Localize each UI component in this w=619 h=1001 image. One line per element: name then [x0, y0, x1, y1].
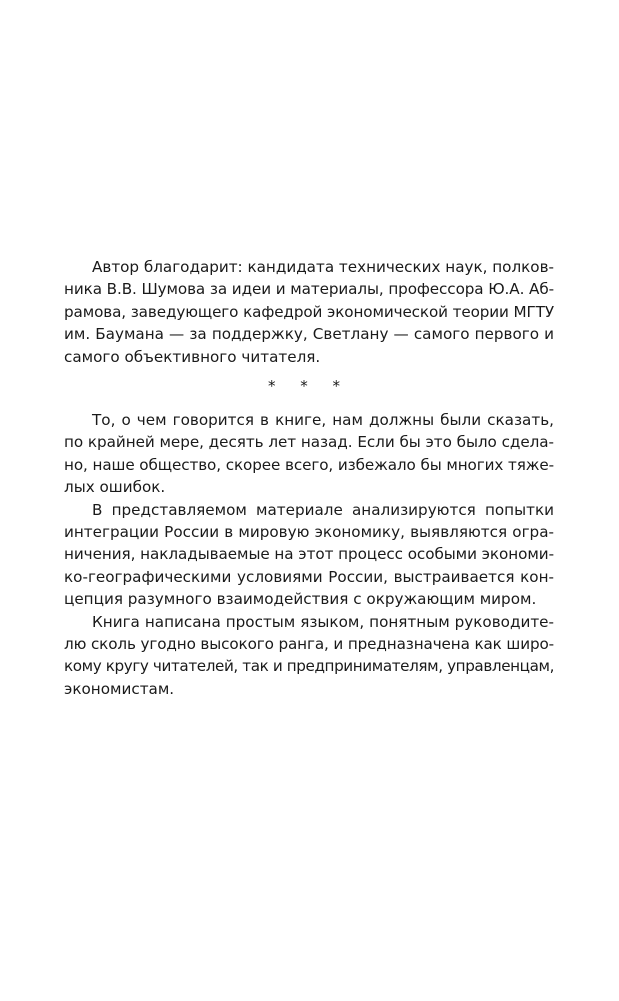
text-line: экономистам.	[64, 679, 175, 698]
text-line: по крайней мере, десять лет назад. Если бы это было сдела-	[64, 433, 554, 452]
text-line: ко-географическими условиями России, выстраивается кон-	[64, 567, 554, 586]
text-line: ника В.В. Шумова за идеи и материалы, профессора Ю.А. Аб-	[64, 280, 554, 299]
annotation-text	[64, 409, 554, 700]
paragraph-1	[64, 409, 554, 499]
text-line: рамова, заведующего кафедрой экономической теории МГТУ	[64, 302, 554, 321]
text-line: кому кругу читателей, так и предпринимателям, управленцам,	[64, 657, 554, 676]
text-line: цепция разумного взаимодействия с окружающим миром.	[64, 590, 537, 609]
text-line: Автор благодарит: кандидата технических наук, полков-	[92, 258, 554, 276]
text-line: лых ошибок.	[64, 478, 166, 497]
paragraph-3	[64, 611, 554, 701]
text-line: То, о чем говорится в книге, нам должны были сказать,	[92, 411, 554, 429]
text-line: В представляемом материале анализируются попытки	[92, 500, 554, 519]
text-line: лю сколь угодно высокого ранга, и предназначена как широ-	[64, 634, 554, 653]
text-line: ничения, накладываемые на этот процесс особыми экономи-	[64, 545, 554, 564]
acknowledgement-paragraph	[64, 256, 554, 368]
text-line: но, наше общество, скорее всего, избежало бы многих тяже-	[64, 455, 554, 474]
text-line: им. Баумана — за поддержку, Светлану — самого первого и	[64, 325, 554, 344]
paragraph-2	[64, 499, 554, 611]
section-separator: * * *	[267, 377, 351, 395]
text-line: Книга написана простым языком, понятным руководите-	[92, 612, 554, 631]
text-line: интеграции России в мировую экономику, выявляются огра-	[64, 522, 554, 541]
text-line: самого объективного читателя.	[64, 347, 321, 366]
